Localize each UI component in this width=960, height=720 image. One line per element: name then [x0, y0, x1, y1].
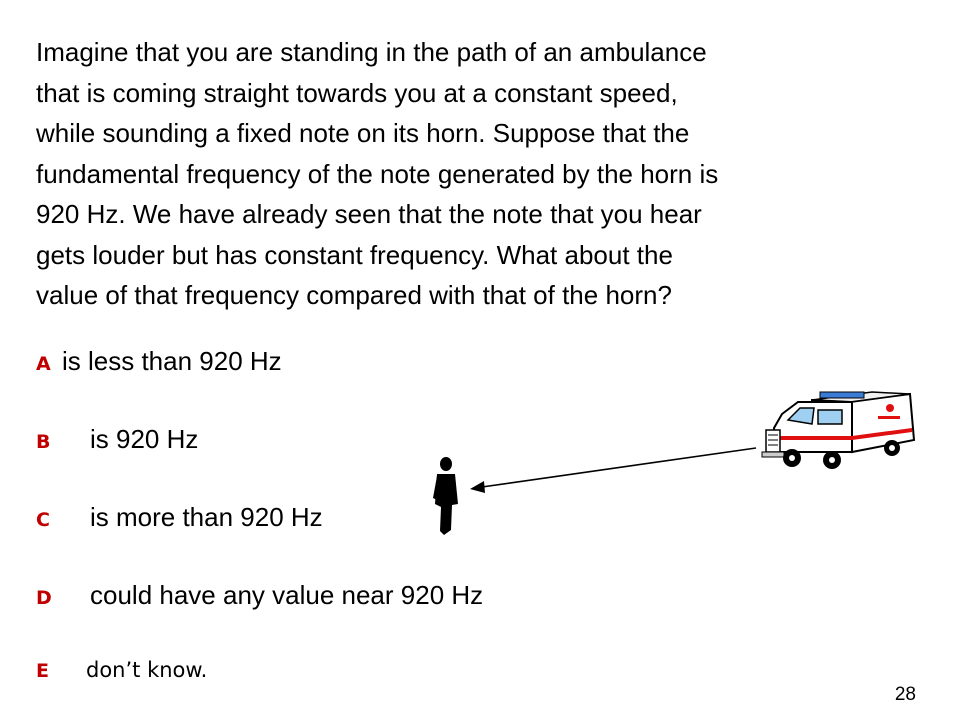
question-line: that is coming straight towards you at a constant speed,	[36, 77, 678, 108]
page-number: 28	[894, 684, 916, 705]
arrow-icon	[470, 448, 756, 493]
option-e	[36, 658, 207, 682]
option-letter: C	[36, 509, 50, 531]
option-c	[36, 502, 323, 533]
question-line: 920 Hz. We have already seen that the note that you hear	[36, 199, 702, 229]
option-d	[36, 580, 483, 611]
ambulance-illustration	[420, 380, 920, 550]
question-line: while sounding a fixed note on its horn. Suppose that the	[36, 118, 690, 148]
question-line: value of that frequency compared with that of the horn?	[36, 280, 672, 310]
option-text: is 920 Hz	[90, 424, 199, 454]
person-icon	[433, 457, 458, 535]
question-line: fundamental frequency of the note generated by the horn is	[36, 158, 719, 189]
option-text: is less than 920 Hz	[62, 346, 282, 376]
question-line: Imagine that you are standing in the path of an ambulance	[36, 37, 707, 67]
option-letter: D	[36, 587, 52, 609]
question-text	[36, 32, 916, 316]
option-letter: A	[36, 353, 51, 375]
option-letter: E	[36, 660, 49, 682]
option-text: is more than 920 Hz	[90, 502, 323, 532]
question-line: gets louder but has constant frequency. What about the	[36, 239, 673, 270]
option-b	[36, 424, 198, 455]
option-letter: B	[36, 431, 51, 453]
ambulance-icon	[762, 392, 914, 469]
option-a	[36, 346, 282, 377]
option-text: could have any value near 920 Hz	[90, 580, 484, 610]
option-text: don’t know.	[86, 658, 208, 682]
